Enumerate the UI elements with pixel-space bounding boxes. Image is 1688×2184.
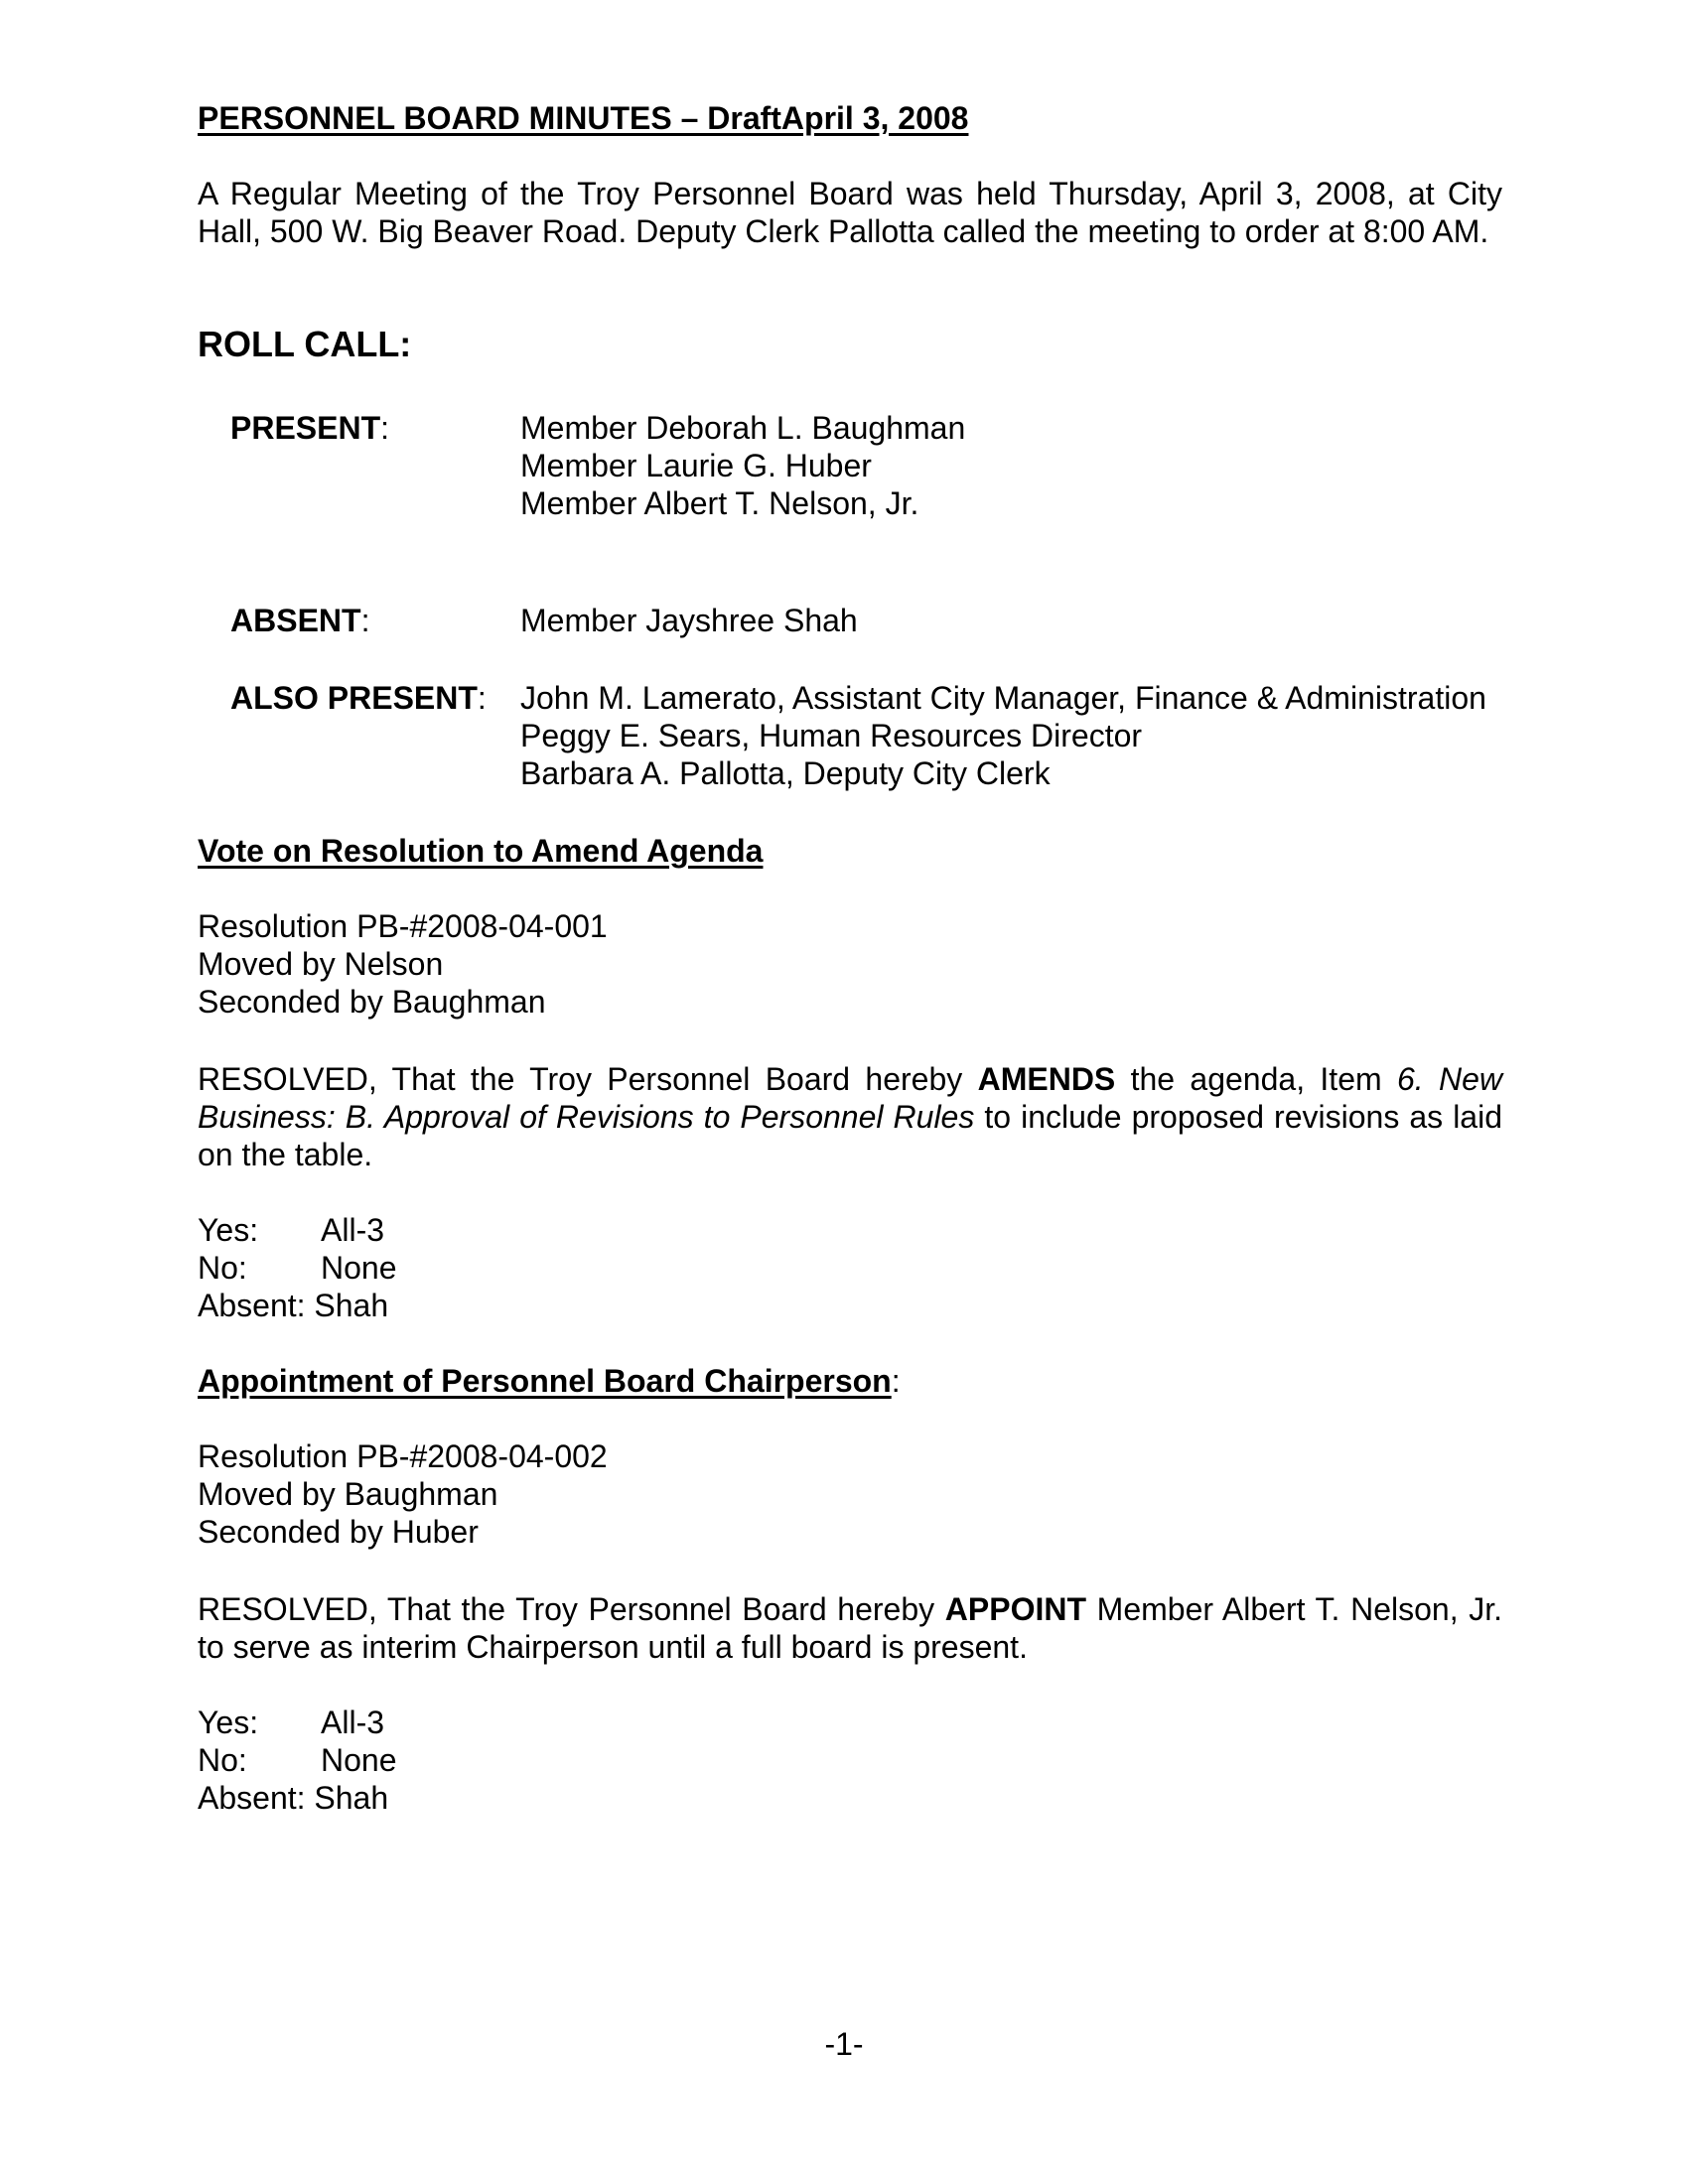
- absent-name: Member Jayshree Shah: [520, 603, 858, 638]
- also-present-label: ALSO PRESENT: [230, 680, 478, 716]
- present-label-row: PRESENT:: [230, 410, 390, 446]
- page-number: -1-: [824, 2026, 864, 2062]
- absent-label: ABSENT: [230, 603, 361, 638]
- vote-row: No: None: [198, 1742, 397, 1778]
- intro-paragraph: A Regular Meeting of the Troy Personnel Board was held Thursday, April 3, 2008, at City Hall, 500 W. Big Beaver Road. Deputy Clerk Pallotta called the meeting to order at 8:00 AM.: [198, 176, 1502, 249]
- resolution-block-1: [198, 907, 1502, 1021]
- resolved-action: AMENDS: [977, 1061, 1116, 1097]
- resolved-action: APPOINT: [944, 1591, 1087, 1627]
- moved-by: Moved by Nelson: [198, 946, 444, 982]
- section-heading-amend-agenda: Vote on Resolution to Amend Agenda: [198, 833, 764, 869]
- present-name: Member Laurie G. Huber: [520, 448, 872, 483]
- vote-row: No: None: [198, 1250, 397, 1286]
- also-present-name: John M. Lamerato, Assistant City Manager, Finance & Administration: [520, 680, 1486, 716]
- resolution-number: Resolution PB-#2008-04-001: [198, 908, 608, 944]
- seconded-by: Seconded by Huber: [198, 1514, 479, 1550]
- absent-label-row: ABSENT:: [230, 603, 370, 638]
- vote-row: Yes: All-3: [198, 1212, 385, 1248]
- seconded-by: Seconded by Baughman: [198, 984, 546, 1020]
- resolution-number: Resolution PB-#2008-04-002: [198, 1438, 608, 1474]
- vote-tally-2: [198, 1704, 1502, 1817]
- present-names: [520, 409, 965, 522]
- moved-by: Moved by Baughman: [198, 1476, 498, 1512]
- vote-tally-1: [198, 1211, 1502, 1324]
- also-present-names: [520, 679, 1486, 792]
- agenda-item: 6. New Business: B. Approval of Revisions to Personnel Rules: [198, 1061, 1502, 1135]
- vote-row: Yes: All-3: [198, 1705, 385, 1740]
- roll-call-heading: ROLL CALL:: [198, 324, 412, 364]
- also-present-name: Barbara A. Pallotta, Deputy City Clerk: [520, 755, 1051, 791]
- present-name: Member Albert T. Nelson, Jr.: [520, 485, 919, 521]
- section-heading-chairperson: Appointment of Personnel Board Chairperson:: [198, 1363, 901, 1399]
- present-label: PRESENT: [230, 410, 381, 446]
- also-present-name: Peggy E. Sears, Human Resources Director: [520, 718, 1143, 753]
- resolved-paragraph-1: RESOLVED, That the Troy Personnel Board hereby AMENDS the agenda, Item 6. New Business: B. Approval of Revisions to Personnel Rules to include proposed revisions as laid on the table.: [198, 1061, 1503, 1172]
- resolution-block-2: [198, 1437, 1502, 1551]
- present-name: Member Deborah L. Baughman: [520, 410, 966, 446]
- also-present-label-row: ALSO PRESENT:: [230, 680, 487, 716]
- vote-row: Absent: Shah: [198, 1780, 389, 1816]
- vote-row: Absent: Shah: [198, 1288, 389, 1323]
- absent-names: [520, 602, 858, 639]
- document-title: PERSONNEL BOARD MINUTES – DraftApril 3, 2008: [198, 100, 969, 136]
- resolved-paragraph-2: RESOLVED, That the Troy Personnel Board hereby APPOINT Member Albert T. Nelson, Jr. to serve as interim Chairperson until a full board is present.: [198, 1591, 1502, 1665]
